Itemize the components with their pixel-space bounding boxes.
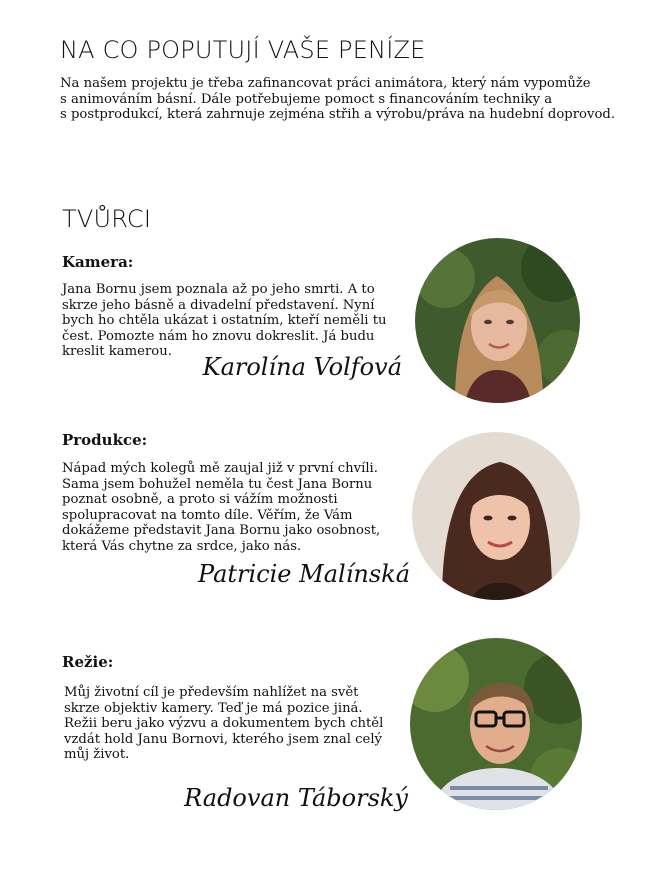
name-patricie: Patricie Malínská <box>198 560 410 588</box>
bio-line: dokážeme představit Jana Bornu jako osobnost, <box>62 523 381 538</box>
name-karolina: Karolína Volfová <box>202 353 402 381</box>
funding-line: s postprodukcí, která zahrnuje zejména střih a výrobu/práva na hudební doprovod. <box>60 107 616 122</box>
portrait-karolina <box>415 238 580 403</box>
bio-line: spolupracovat na tomto díle. Věřím, že Vám <box>62 507 353 523</box>
bio-line: Sama jsem bohužel neměla tu čest Jana Bornu <box>62 476 373 492</box>
bio-line: kreslit kamerou. <box>62 344 172 359</box>
funding-line: Na našem projektu je třeba zafinancovat práci animátora, který nám vypomůže <box>60 76 591 91</box>
portrait-patricie <box>412 432 580 600</box>
funding-text <box>60 76 620 123</box>
name-radovan: Radovan Táborský <box>184 784 408 812</box>
role-camera: Kamera: <box>62 253 134 271</box>
bio-line: můj život. <box>64 747 130 762</box>
bio-line: Režii beru jako výzvu a dokumentem bych chtěl <box>64 716 384 731</box>
creators-title: TVŮRCI <box>62 205 152 233</box>
bio-line: skrze jeho básně a divadelní představení. Nyní <box>62 297 375 313</box>
bio-line: skrze objektiv kamery. Teď je má pozice jiná. <box>64 700 363 716</box>
bio-line: která Vás chytne za srdce, jako nás. <box>62 538 302 554</box>
role-production: Produkce: <box>62 431 148 449</box>
funding-line: s animováním básní. Dále potřebujeme pomoct s financováním techniky a <box>60 91 553 107</box>
role-direction: Režie: <box>62 653 114 671</box>
bio-line: vzdát hold Janu Bornovi, kterého jsem znal celý <box>64 731 382 747</box>
bio-line: čest. Pomozte nám ho znovu dokreslit. Já budu <box>62 328 375 344</box>
bio-production <box>62 461 402 554</box>
funding-title: NA CO POPUTUJÍ VAŠE PENÍZE <box>60 36 426 64</box>
bio-camera <box>62 282 392 360</box>
bio-line: Můj životní cíl je především nahlížet na svět <box>64 685 359 700</box>
bio-direction <box>64 685 384 763</box>
bio-line: Jana Bornu jsem poznala až po jeho smrti. A to <box>62 282 375 297</box>
portrait-radovan <box>410 638 582 810</box>
bio-line: bych ho chtěla ukázat i ostatním, kteří neměli tu <box>62 313 387 328</box>
bio-line: poznat osobně, a proto si vážím možnosti <box>62 492 338 507</box>
bio-line: Nápad mých kolegů mě zaujal již v první chvíli. <box>62 461 378 476</box>
